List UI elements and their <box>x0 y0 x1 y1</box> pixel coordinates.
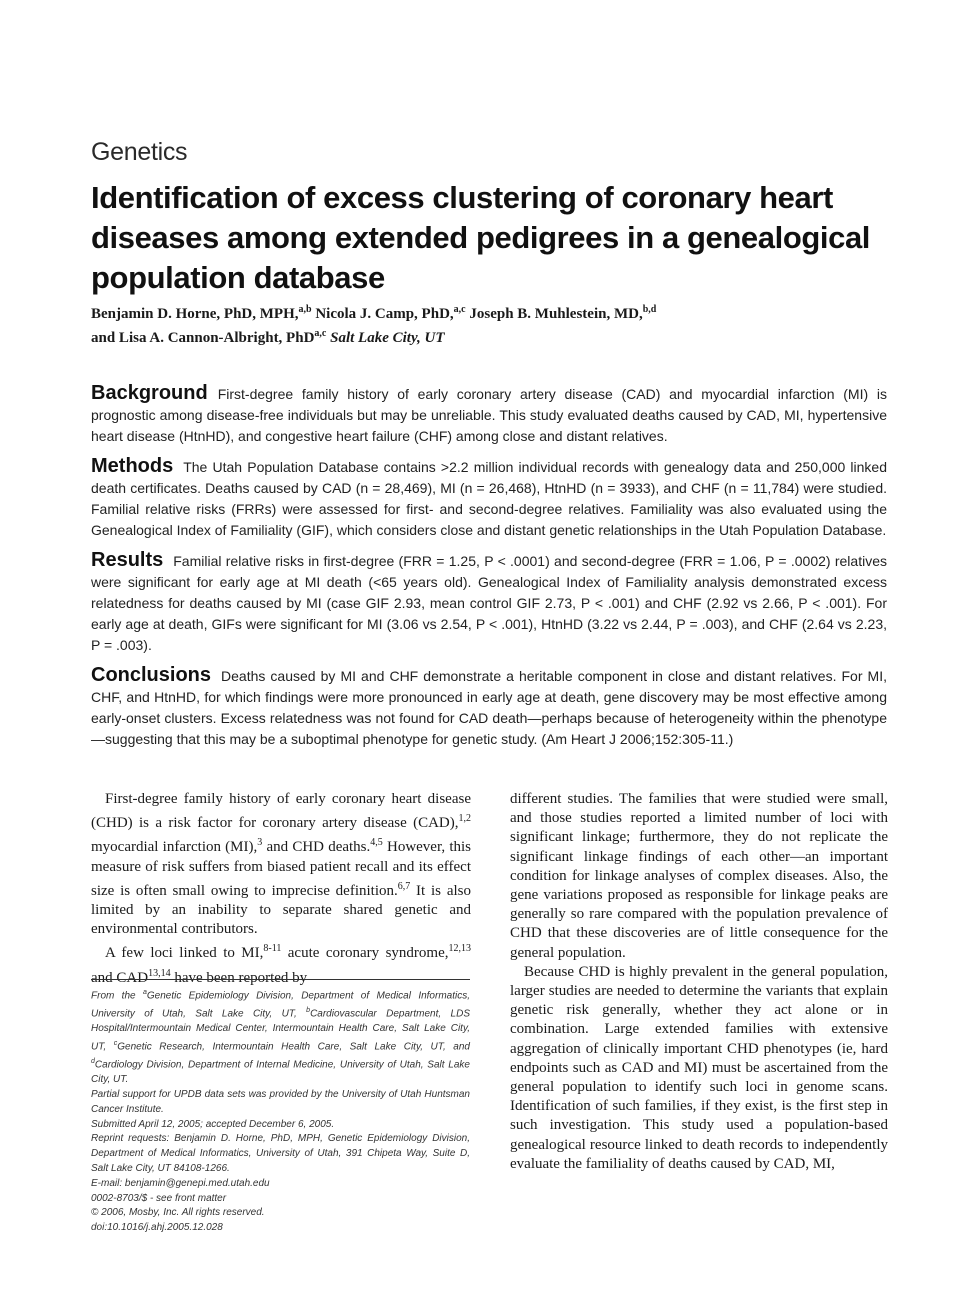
citation-ref[interactable]: 3 <box>257 837 263 849</box>
abstract-results-heading: Results <box>91 549 164 571</box>
abstract-results-text: Familial relative risks in first-degree (FRR = 1.25, P < .0001) and second-degree (FRR = 1.06, P = .0002) relatives were significant for early age at MI death (<65 years old). Genealogical Index of Familiality analysis demonstrated excess relatedness for deaths caused by MI (case GIF 2.93, mean control GIF 2.73, P < .001) and CHF (2.92 vs 2.66, P < .001). For early age at death, GIFs were significant for MI (3.06 vs 2.54, P < .001), HtnHD (3.22 vs 2.44, P = .003), and CHF (2.64 vs 2.23, P = .003). <box>91 553 887 653</box>
citation-ref[interactable]: 13,14 <box>148 967 171 979</box>
body-column-left <box>91 790 471 988</box>
footnote-issn: 0002-8703/$ - see front matter <box>91 1192 227 1204</box>
footnote-text: From the <box>91 990 143 1002</box>
intro-text: It is also limited by an inability to separate shared genetic and environmental contributors. <box>91 882 471 938</box>
body-column-right <box>510 790 888 1174</box>
author-camp: Nicola J. Camp, PhD, <box>311 306 454 322</box>
intro-paragraph-1 <box>91 790 471 939</box>
intro-text: and CAD <box>91 969 149 986</box>
intro-text: First-degree family history of early coronary heart disease (CHD) is a risk factor for coronary artery disease (CAD), <box>91 791 471 832</box>
author-list <box>91 300 891 348</box>
intro-text: A few loci linked to MI, <box>105 945 264 962</box>
intro-text: myocardial infarction (MI), <box>91 839 258 856</box>
author-cannon-albright-affil: a,c <box>314 328 327 339</box>
citation-ref[interactable]: 1,2 <box>458 813 471 825</box>
footnote-sup: a <box>142 989 147 996</box>
author-camp-affil: a,c <box>453 304 466 315</box>
citation-ref[interactable]: 6,7 <box>397 880 411 892</box>
abstract-background <box>91 383 887 447</box>
citation-ref[interactable]: 8-11 <box>263 943 282 955</box>
footnote-support: Partial support for UPDB data sets was provided by the University of Utah Huntsman Cancer Institute. <box>91 1089 470 1115</box>
author-horne-affil: a,b <box>298 304 312 315</box>
footnote-sup: b <box>306 1007 311 1015</box>
article-title: Identification of excess clustering of coronary heart diseases among extended pedigrees in a genealogical population database <box>91 180 871 295</box>
abstract-conclusions <box>91 665 887 750</box>
abstract-conclusions-heading: Conclusions <box>91 664 212 686</box>
abstract <box>91 383 887 759</box>
footnote-copyright: © 2006, Mosby, Inc. All rights reserved. <box>91 1207 265 1219</box>
footnote-divider <box>91 979 470 980</box>
footnote-text: Genetic Research, Intermountain Health Care, Salt Lake City, UT, and <box>117 1041 470 1053</box>
author-cannon-albright: and Lisa A. Cannon-Albright, PhD <box>91 330 315 346</box>
intro-text: acute coronary syndrome, <box>281 945 449 962</box>
footnote-email[interactable]: E-mail: benjamin@genepi.med.utah.edu <box>91 1177 270 1189</box>
abstract-methods <box>91 456 887 541</box>
intro-text: and CHD deaths. <box>262 839 371 856</box>
abstract-background-text: First-degree family history of early coronary artery disease (CAD) and myocardial infarction (MI) is prognostic among disease-free individuals but may be unreliable. This study evaluated deaths caused by CAD, MI, hypertensive heart disease (HtnHD), and congestive heart failure (CHF) among close and distant relatives. <box>91 386 887 444</box>
intro-text: have been reported by <box>170 969 308 986</box>
author-location: Salt Lake City, UT <box>326 330 445 346</box>
author-muhlestein: Joseph B. Muhlestein, MD, <box>465 306 643 322</box>
footnote-doi[interactable]: doi:10.1016/j.ahj.2005.12.028 <box>91 1222 223 1234</box>
intro-paragraph-2 <box>91 939 471 987</box>
footnote-reprint: Reprint requests: Benjamin D. Horne, PhD, MPH, Genetic Epidemiology Division, Department of Medical Informatics, University of Utah, 391 Chipeta Way, Suite D, Salt Lake City, UT 84108-1266. <box>91 1133 470 1175</box>
footnote-submitted: Submitted April 12, 2005; accepted December 6, 2005. <box>91 1118 335 1130</box>
footnotes <box>91 986 470 1236</box>
footnote-sup: d <box>91 1058 95 1066</box>
intro-text: However, this measure of risk suffers from biased patient recall and its effect size is often small owing to imprecise definition. <box>91 839 471 899</box>
citation-ref[interactable]: 12,13 <box>448 943 471 955</box>
citation-ref[interactable]: 4,5 <box>370 837 383 849</box>
author-muhlestein-affil: b,d <box>642 304 657 315</box>
author-horne: Benjamin D. Horne, PhD, MPH, <box>91 306 299 322</box>
footnote-sup: c <box>113 1040 118 1048</box>
footnote-text: Genetic Epidemiology Division, Department of Medical Informatics, University of Utah, Salt Lake City, UT, <box>91 990 470 1020</box>
footnote-affiliations <box>91 986 470 1088</box>
footnote-text: Cardiology Division, Department of Internal Medicine, University of Utah, Salt Lake City, UT. <box>91 1059 470 1086</box>
abstract-background-heading: Background <box>91 382 208 404</box>
abstract-methods-heading: Methods <box>91 455 174 477</box>
abstract-results <box>91 550 887 656</box>
abstract-methods-text: The Utah Population Database contains >2.2 million individual records with genealogy data and 250,000 linked death certificates. Deaths caused by CAD (n = 28,469), MI (n = 26,468), HtnHD (n = 3933), and CHF (n = 11,784) were studied. Familial relative risks (FRRs) were assessed for first- and second-degree relatives. Familiality was also evaluated using the Genealogical Index of Familiality (GIF), which considers close and distant genetic relationships in the Utah Population Database. <box>91 459 887 538</box>
section-label: Genetics <box>91 138 188 166</box>
footnote-text: Cardiovascular Department, LDS Hospital/Intermountain Medical Center, Intermountain Health Care, Salt Lake City, UT, <box>91 1008 470 1053</box>
intro-paragraph-3: different studies. The families that were studied were small, and those studies reported a limited number of loci with significant linkage; furthermore, they do not replicate the significant linkage findings of each other—an important condition for linkage analyses of complex diseases. Also, the gene variations proposed as responsible for linkage peaks are generally so rare compared with the population prevalence of CHD that these discoveries are of little consequence for the general population. <box>510 791 888 961</box>
abstract-conclusions-text: Deaths caused by MI and CHF demonstrate a heritable component in close and distant relatives. For MI, CHF, and HtnHD, for which findings were more pronounced in early age at death, gene discovery may be most effective among early-onset clusters. Excess relatedness was not found for CAD death—perhaps because of heterogeneity within the phenotype—suggesting that this may be a suboptimal phenotype for genetic study. (Am Heart J 2006;152:305-11.) <box>91 668 887 747</box>
intro-paragraph-4: Because CHD is highly prevalent in the general population, larger studies are needed to determine the variants that explain genetic risk generally, whether they act alone or in combination. Large extended families with extensive aggregation of clinically important CHD phenotypes (ie, hard endpoints such as CAD and MI) must be ascertained from the general population to identify such loci in genome scans. Identification of such families, if they exist, is the first step in such investigation. This study used a population-based genealogical resource linked to death records to independently evaluate the familiality of deaths caused by CAD, MI, <box>510 963 888 1172</box>
